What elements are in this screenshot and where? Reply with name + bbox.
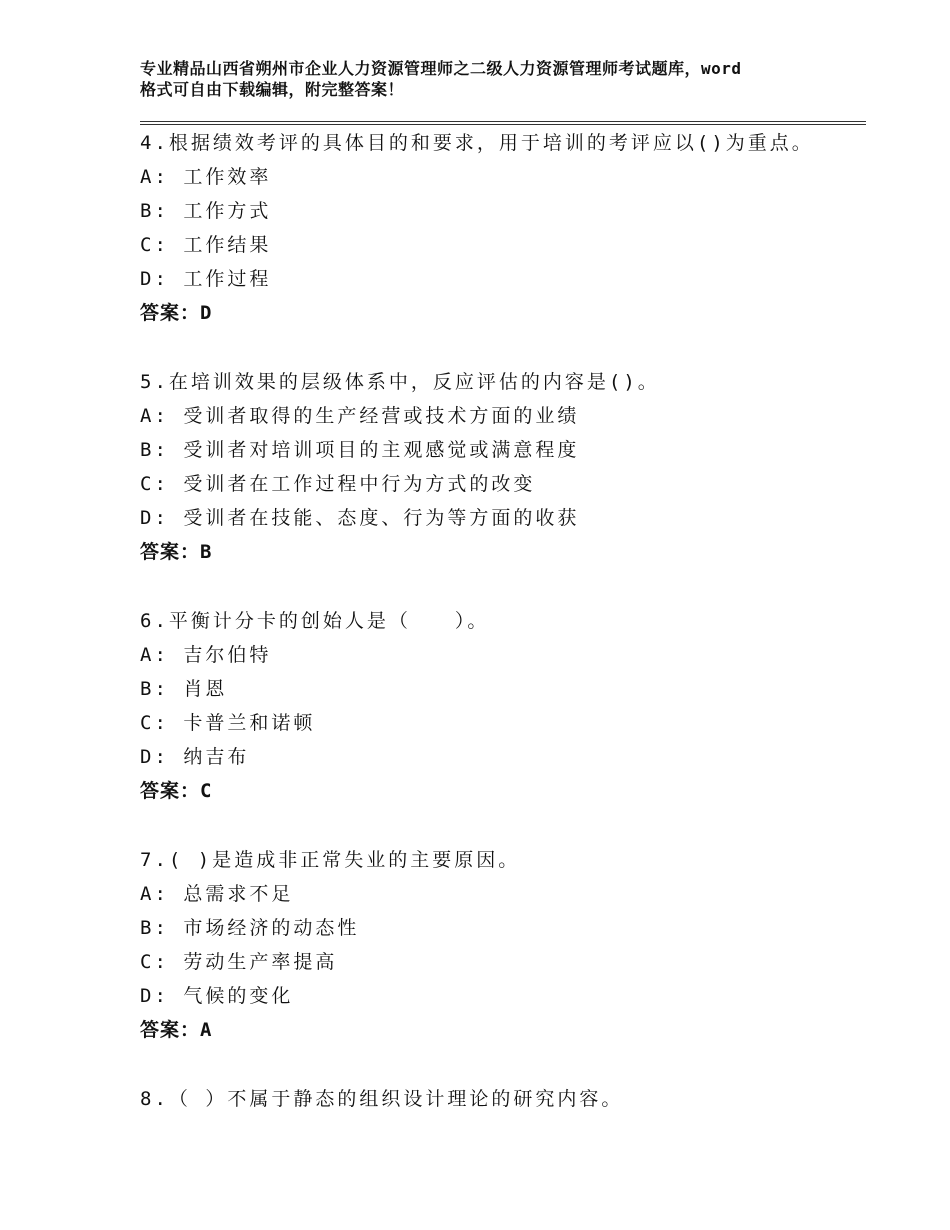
question-stem: 4.根据绩效考评的具体目的和要求，用于培训的考评应以()为重点。 bbox=[140, 132, 814, 154]
option-b: B: 肖恩 bbox=[140, 678, 228, 700]
question-stem: 7.( )是造成非正常失业的主要原因。 bbox=[140, 849, 521, 871]
option-c: C: 卡普兰和诺顿 bbox=[140, 712, 316, 734]
question-stem: 6.平衡计分卡的创始人是（ ）。 bbox=[140, 610, 490, 632]
answer-label: 答案：C bbox=[140, 780, 213, 802]
header-line-2: 格式可自由下载编辑，附完整答案！ bbox=[140, 80, 405, 99]
option-c: C: 受训者在工作过程中行为方式的改变 bbox=[140, 473, 536, 495]
option-d: D: 受训者在技能、态度、行为等方面的收获 bbox=[140, 507, 580, 529]
option-a: A: 吉尔伯特 bbox=[140, 644, 272, 666]
option-a: A: 总需求不足 bbox=[140, 883, 294, 905]
question-stem: 8.（ ）不属于静态的组织设计理论的研究内容。 bbox=[140, 1088, 624, 1110]
document-header bbox=[140, 58, 840, 100]
option-a: A: 工作效率 bbox=[140, 166, 272, 188]
option-a: A: 受训者取得的生产经营或技术方面的业绩 bbox=[140, 405, 580, 427]
option-d: D: 纳吉布 bbox=[140, 746, 250, 768]
option-d: D: 工作过程 bbox=[140, 268, 272, 290]
header-divider-top bbox=[140, 121, 866, 122]
answer-label: 答案：B bbox=[140, 541, 213, 563]
question-stem: 5.在培训效果的层级体系中，反应评估的内容是()。 bbox=[140, 371, 660, 393]
answer-label: 答案：A bbox=[140, 1019, 213, 1041]
header-line-1: 专业精品山西省朔州市企业人力资源管理师之二级人力资源管理师考试题库，word bbox=[140, 59, 742, 78]
option-b: B: 受训者对培训项目的主观感觉或满意程度 bbox=[140, 439, 580, 461]
option-d: D: 气候的变化 bbox=[140, 985, 294, 1007]
header-divider-bottom bbox=[140, 124, 866, 125]
option-c: C: 工作结果 bbox=[140, 234, 272, 256]
option-c: C: 劳动生产率提高 bbox=[140, 951, 338, 973]
option-b: B: 市场经济的动态性 bbox=[140, 917, 360, 939]
option-b: B: 工作方式 bbox=[140, 200, 272, 222]
answer-label: 答案：D bbox=[140, 302, 213, 324]
